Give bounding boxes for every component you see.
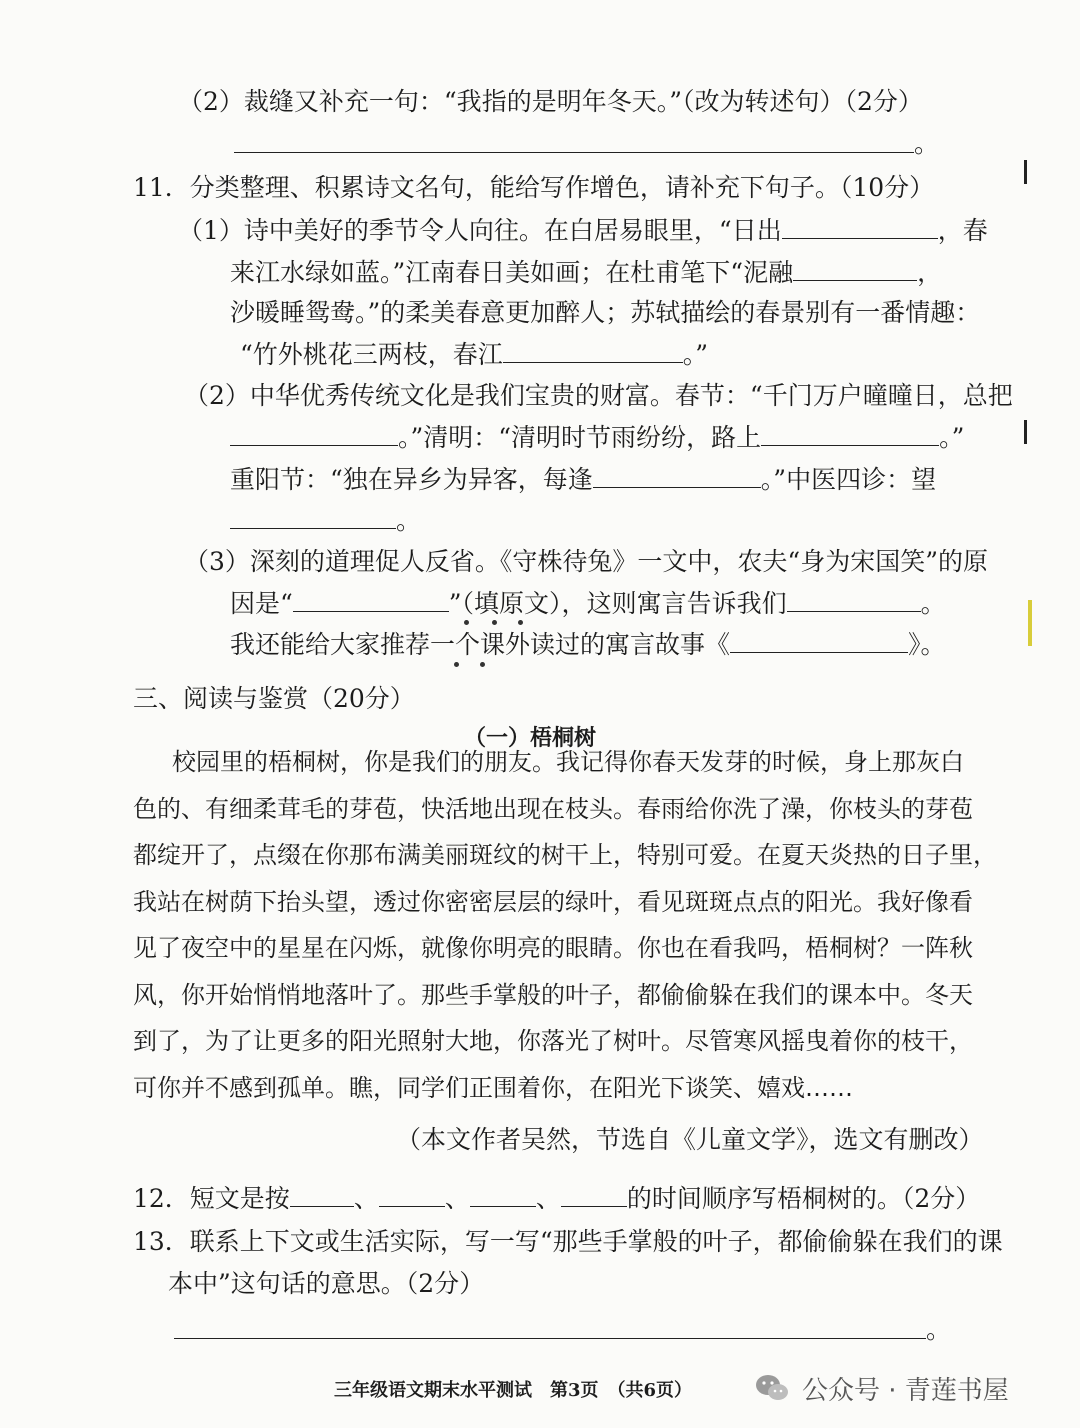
q11-1-text-e: “竹外桃花三两枝，春江 [240, 340, 503, 369]
q11-1-blank-3[interactable] [503, 338, 683, 363]
q12-text-a: 12．短文是按 [133, 1184, 290, 1213]
page-footer: 三年级语文期末水平测试 第3页 （共6页） [334, 1380, 693, 1401]
passage-source: （本文作者吴然，节选自《儿童文学》，选文有删改） [396, 1125, 984, 1154]
q11-3-text-d: 我还能给大家推荐一个课外读过的寓言故事《 [230, 630, 731, 659]
q11-3-line3 [230, 628, 946, 661]
q10-2-end-mark: 。 [914, 129, 940, 158]
q13-answer-line[interactable] [174, 1338, 926, 1339]
q11-1-line3: 沙暖睡鸳鸯。”的柔美春意更加醉人；苏轼描绘的春景别有一番情趣： [230, 298, 981, 327]
watermark-text: 公众号 · 青莲书屋 [802, 1375, 1009, 1406]
q11-1-text-b: ，春 [937, 216, 988, 245]
passage-line: 到了，为了让更多的阳光照射大地，你落光了树叶。尽管寒风摇曳着你的枝干， [133, 1027, 973, 1055]
passage-title: （一）梧桐树 [464, 725, 597, 751]
q11-title: 11．分类整理、积累诗文名句，能给写作增色，请补充下句子。（10分） [133, 173, 935, 202]
q13-line1: 13．联系上下文或生活实际，写一写“那些手掌般的叶子，都偷偷躲在我们的课 [133, 1227, 1003, 1256]
emphasis-dot [518, 620, 523, 625]
q11-1-line2 [230, 256, 942, 289]
q11-1-blank-1[interactable] [782, 214, 938, 239]
q11-1-text-c: 来江水绿如蓝。”江南春日美如画；在杜甫笔下“泥融 [230, 258, 794, 287]
passage-line: 见了夜空中的星星在闪烁，就像你明亮的眼睛。你也在看我吗，梧桐树？一阵秋 [133, 934, 973, 962]
q12-blank-3[interactable] [470, 1182, 536, 1207]
q11-2-line1: （2）中华优秀传统文化是我们宝贵的财富。春节：“千门万户曈曈日，总把 [184, 381, 1013, 410]
q11-1-blank-2[interactable] [793, 256, 917, 281]
q11-3-text-c: 。 [920, 589, 946, 618]
q12-blank-1[interactable] [290, 1182, 354, 1207]
q12-sep-1: 、 [353, 1184, 379, 1213]
passage-line: 风，你开始悄悄地落叶了。那些手掌般的叶子，都偷偷躲在我们的课本中。冬天 [133, 981, 973, 1009]
passage-line: 色的、有细柔茸毛的芽苞，快活地出现在枝头。春雨给你洗了澡，你枝头的芽苞 [133, 795, 973, 823]
q11-3-line2 [230, 587, 946, 620]
q11-1-text-a: （1）诗中美好的季节令人向往。在白居易眼里，“日出 [178, 216, 782, 245]
q11-2-blank-1[interactable] [230, 421, 398, 446]
q11-2-text-b: 。” [939, 423, 965, 452]
q11-1-text-f: 。” [682, 340, 709, 369]
q11-2-text-d: 。”中医四诊：望 [760, 465, 937, 494]
q11-1-line4 [240, 338, 708, 371]
q11-2-text-e: 。 [396, 506, 422, 535]
section3-heading: 三、阅读与鉴赏（20分） [133, 684, 415, 713]
scan-edge-mark [1028, 600, 1032, 646]
scan-edge-mark [1024, 160, 1027, 184]
q12-blank-4[interactable] [561, 1182, 627, 1207]
q11-2-blank-3[interactable] [593, 463, 761, 488]
q12-line [133, 1182, 980, 1215]
q11-2-line4 [230, 504, 421, 537]
q11-3-blank-3[interactable] [730, 628, 908, 653]
passage-line: 校园里的梧桐树，你是我们的朋友。我记得你春天发芽的时候，身上那灰白 [172, 748, 964, 776]
q11-3-text-e: 》。 [908, 630, 946, 659]
q11-3-text-a: 因是“ [230, 589, 293, 618]
q11-2-blank-4[interactable] [230, 504, 396, 529]
emphasis-dot [464, 620, 469, 625]
passage-line: 可你并不感到孤单。瞧，同学们正围着你，在阳光下谈笑、嬉戏…… [133, 1074, 853, 1102]
q12-blank-2[interactable] [379, 1182, 445, 1207]
emphasis-dot [492, 620, 497, 625]
q11-3-blank-2[interactable] [787, 587, 921, 612]
q11-3-line1: （3）深刻的道理促人反省。《守株待兔》一文中，农夫“身为宋国笑”的原 [184, 547, 988, 576]
watermark [752, 1364, 1009, 1412]
passage-line: 我站在树荫下抬头望，透过你密密层层的绿叶，看见斑斑点点的阳光。我好像看 [133, 888, 973, 916]
q11-2-text-c: 重阳节：“独在异乡为异客，每逢 [230, 465, 593, 494]
q11-1-line1 [178, 214, 988, 247]
q11-2-line3 [230, 463, 936, 496]
emphasis-dot [454, 662, 459, 667]
q12-sep-2: 、 [444, 1184, 470, 1213]
q10-2-answer-line[interactable] [234, 152, 914, 153]
q11-3-text-b: ”（填原文），这则寓言告诉我们 [448, 589, 787, 618]
emphasis-dot [480, 662, 485, 667]
q11-2-blank-2[interactable] [761, 421, 939, 446]
passage-line: 都绽开了，点缀在你那布满美丽斑纹的树干上，特别可爱。在夏天炎热的日子里， [133, 841, 997, 869]
q13-line2: 本中”这句话的意思。（2分） [168, 1269, 485, 1298]
q10-2-prompt: （2）裁缝又补充一句：“我指的是明年冬天。”（改为转述句）（2分） [178, 87, 923, 116]
wechat-icon [752, 1368, 792, 1408]
scan-edge-mark [1024, 420, 1027, 444]
q13-end-mark: 。 [926, 1315, 952, 1344]
q12-sep-3: 、 [535, 1184, 561, 1213]
q11-2-text-a: 。”清明：“清明时节雨纷纷，路上 [398, 423, 762, 452]
q11-2-line2 [230, 421, 964, 454]
q12-text-b: 的时间顺序写梧桐树的。（2分） [626, 1184, 981, 1213]
q11-3-blank-1[interactable] [293, 587, 449, 612]
q11-1-text-d: ， [917, 258, 943, 287]
